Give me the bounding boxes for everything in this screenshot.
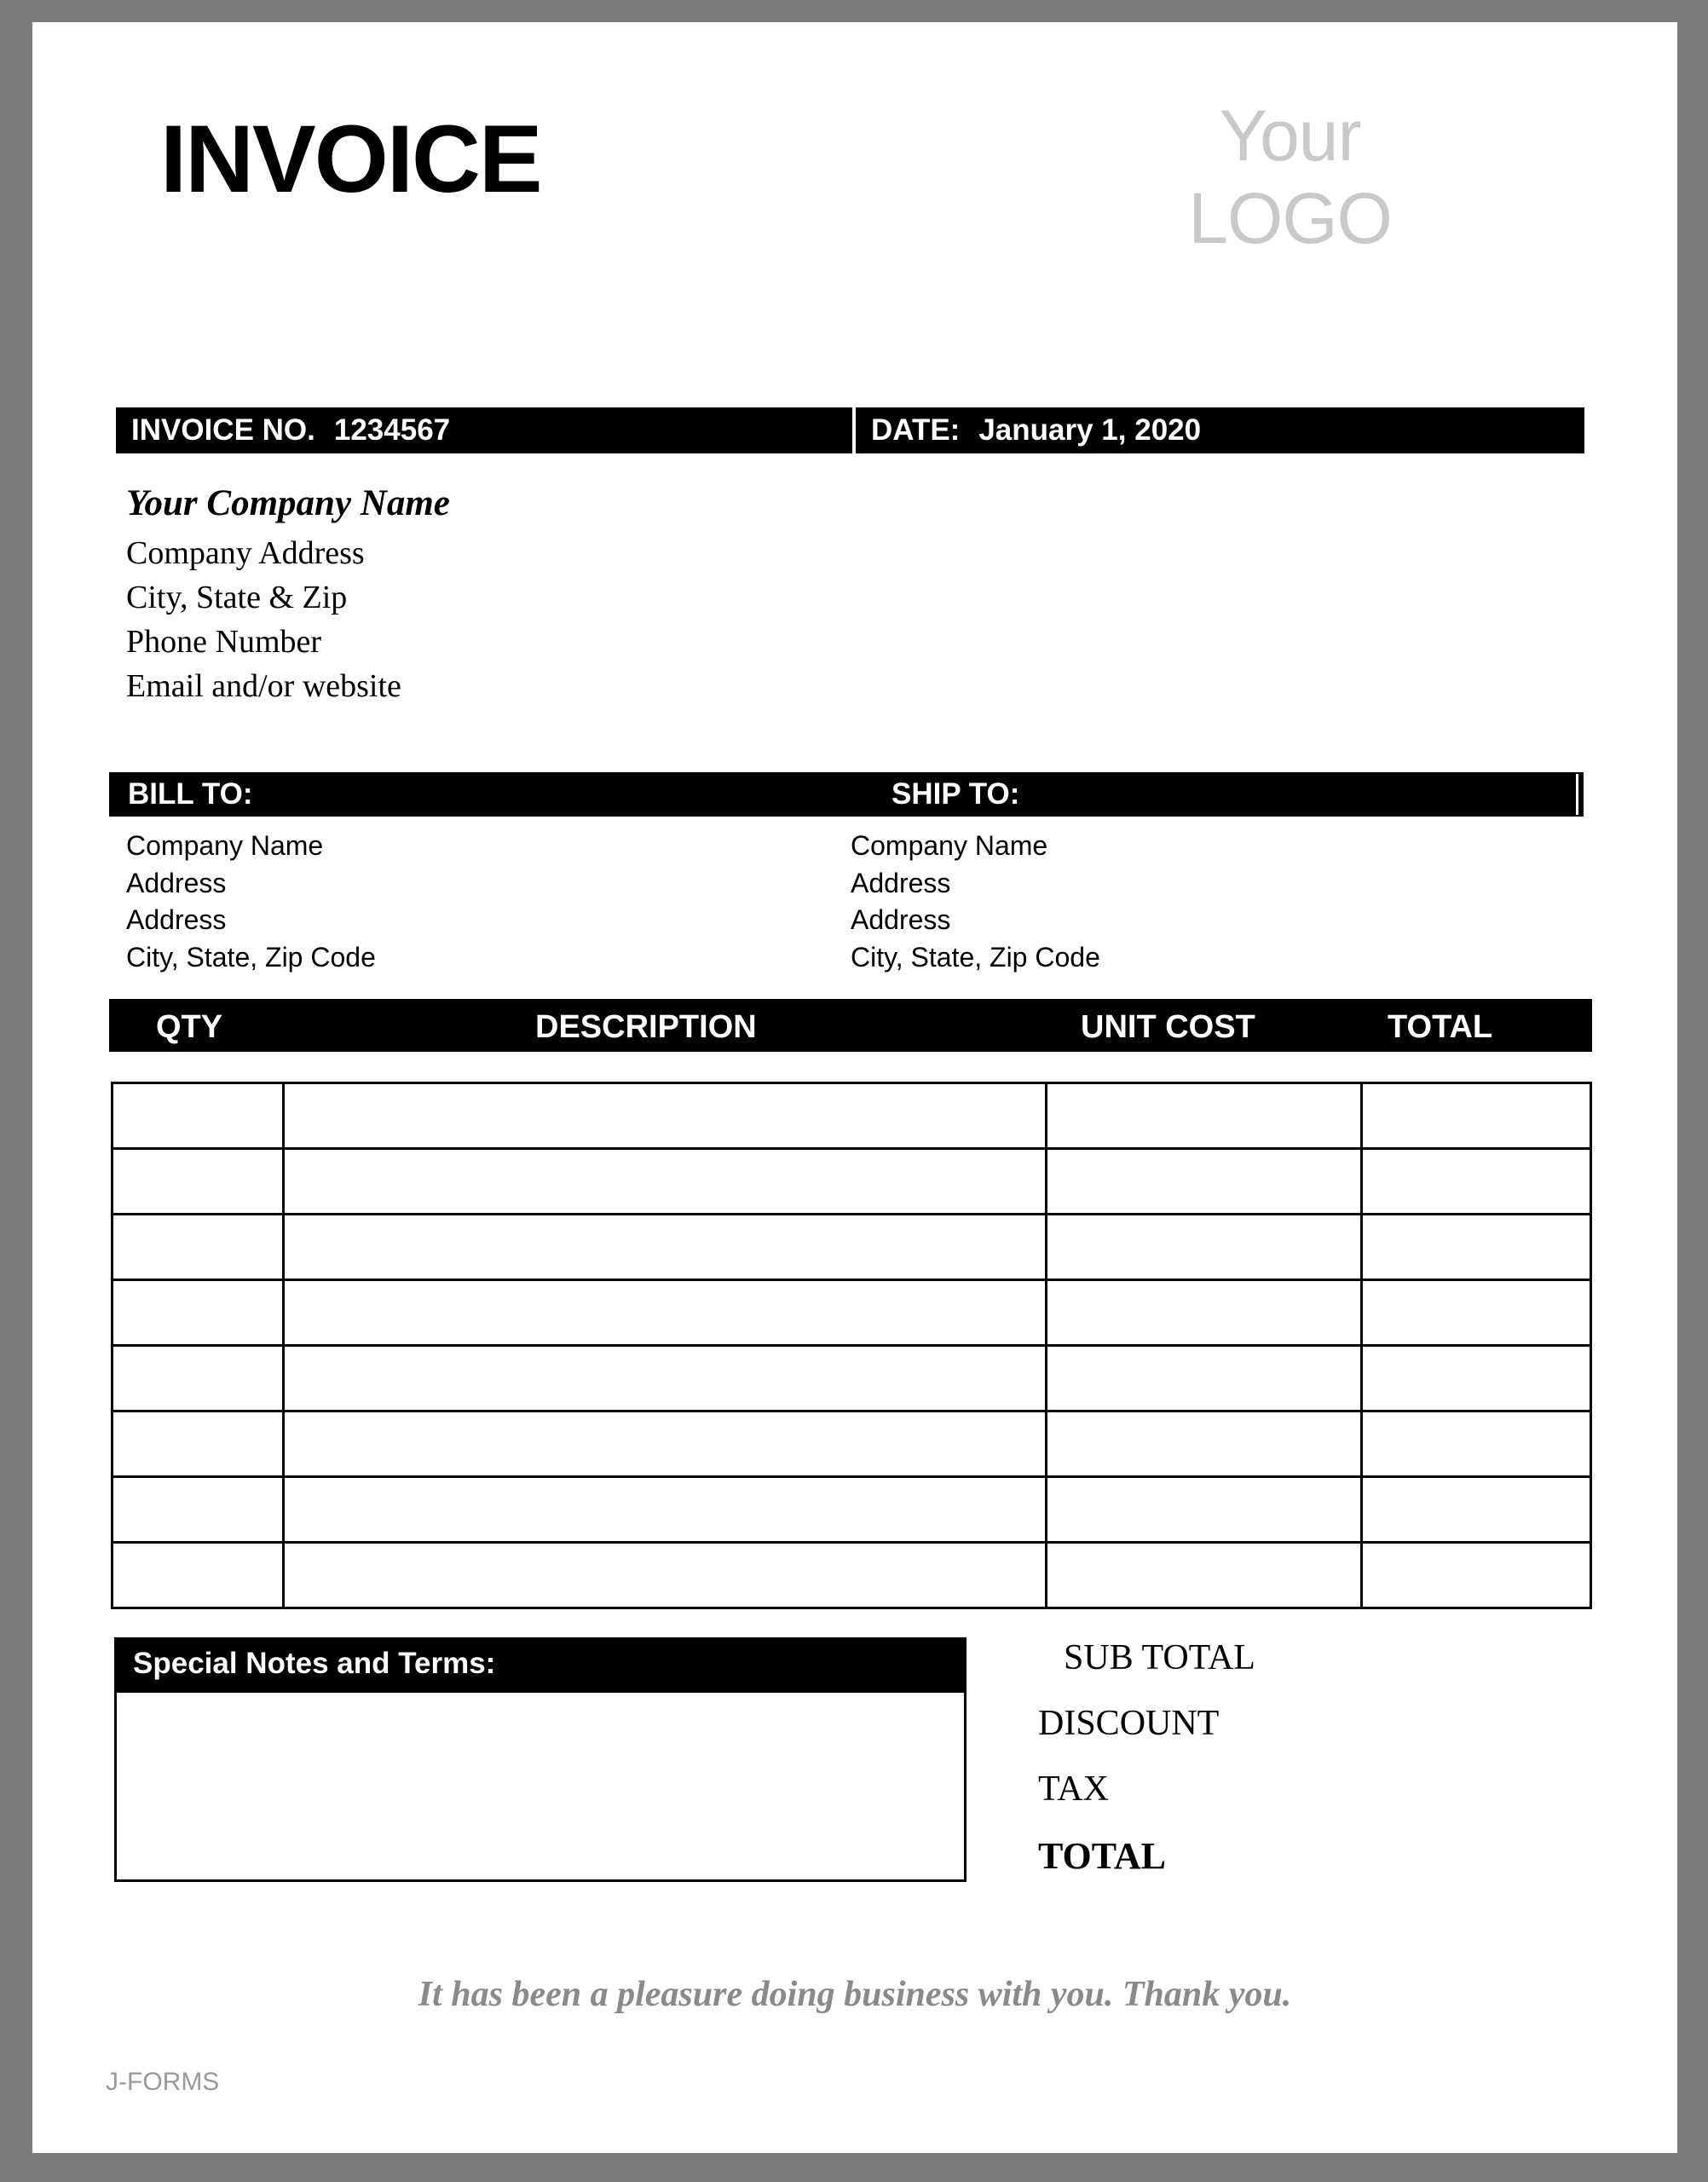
ship-to-line[interactable]: City, State, Zip Code xyxy=(851,941,1100,973)
cell-qty[interactable] xyxy=(113,1411,284,1477)
sub-total-label: SUB TOTAL xyxy=(1064,1638,1255,1677)
cell-unit-cost[interactable] xyxy=(1047,1215,1362,1280)
items-table-header xyxy=(109,999,1592,1052)
bill-to-line[interactable]: Address xyxy=(126,867,227,898)
cell-description[interactable] xyxy=(284,1346,1047,1411)
form-brand: J-FORMS xyxy=(106,2068,220,2096)
cell-qty[interactable] xyxy=(113,1215,284,1280)
items-table-body xyxy=(113,1083,1591,1608)
logo-line-1: Your xyxy=(1219,95,1361,176)
cell-total[interactable] xyxy=(1362,1543,1591,1608)
bill-to-block xyxy=(126,828,851,976)
ship-to-block xyxy=(851,828,1575,976)
totals-block xyxy=(1038,1637,1584,1902)
ship-to-line[interactable]: Address xyxy=(851,867,951,898)
invoice-page xyxy=(32,22,1677,2153)
table-row[interactable] xyxy=(113,1477,1591,1543)
cell-total[interactable] xyxy=(1362,1346,1591,1411)
thank-you-message: It has been a pleasure doing business with you. Thank you. xyxy=(418,1975,1292,2014)
cell-description[interactable] xyxy=(284,1543,1047,1608)
column-header-qty: QTY xyxy=(156,1009,223,1045)
notes-heading: Special Notes and Terms: xyxy=(114,1637,967,1690)
company-address[interactable]: Company Address xyxy=(126,535,365,571)
invoice-date-cell xyxy=(856,407,1584,453)
total-label: TOTAL xyxy=(1038,1835,1166,1877)
bill-ship-header-bar xyxy=(109,772,1584,817)
column-header-total: TOTAL xyxy=(1388,1009,1493,1045)
cell-unit-cost[interactable] xyxy=(1047,1543,1362,1608)
company-city-state-zip[interactable]: City, State & Zip xyxy=(126,580,348,616)
table-row[interactable] xyxy=(113,1543,1591,1608)
cell-description[interactable] xyxy=(284,1083,1047,1149)
cell-unit-cost[interactable] xyxy=(1047,1411,1362,1477)
page-title: INVOICE xyxy=(160,106,541,212)
bar-end-tick xyxy=(1576,774,1578,815)
ship-to-line[interactable]: Address xyxy=(851,904,951,936)
cell-qty[interactable] xyxy=(113,1280,284,1346)
column-header-description: DESCRIPTION xyxy=(535,1009,757,1045)
invoice-number-label: INVOICE NO. xyxy=(131,413,315,447)
cell-description[interactable] xyxy=(284,1477,1047,1543)
invoice-number-cell xyxy=(116,407,856,453)
invoice-header xyxy=(160,95,1558,316)
cell-description[interactable] xyxy=(284,1280,1047,1346)
invoice-meta-bar xyxy=(116,407,1584,453)
logo-line-2: LOGO xyxy=(1188,177,1392,258)
cell-description[interactable] xyxy=(284,1149,1047,1215)
invoice-date-value[interactable]: January 1, 2020 xyxy=(978,413,1202,447)
bill-to-line[interactable]: City, State, Zip Code xyxy=(126,941,376,973)
table-row[interactable] xyxy=(113,1346,1591,1411)
cell-unit-cost[interactable] xyxy=(1047,1149,1362,1215)
bill-ship-address-columns xyxy=(126,828,1575,976)
cell-total[interactable] xyxy=(1362,1215,1591,1280)
cell-total[interactable] xyxy=(1362,1411,1591,1477)
bill-to-line[interactable]: Company Name xyxy=(126,830,324,861)
cell-total[interactable] xyxy=(1362,1149,1591,1215)
ship-to-heading: SHIP TO: xyxy=(892,777,1020,811)
cell-unit-cost[interactable] xyxy=(1047,1477,1362,1543)
cell-unit-cost[interactable] xyxy=(1047,1346,1362,1411)
table-row[interactable] xyxy=(113,1215,1591,1280)
company-email[interactable]: Email and/or website xyxy=(126,668,401,705)
cell-total[interactable] xyxy=(1362,1280,1591,1346)
cell-qty[interactable] xyxy=(113,1083,284,1149)
cell-qty[interactable] xyxy=(113,1477,284,1543)
discount-label: DISCOUNT xyxy=(1038,1704,1220,1743)
cell-total[interactable] xyxy=(1362,1083,1591,1149)
tax-label: TAX xyxy=(1038,1769,1109,1809)
cell-description[interactable] xyxy=(284,1411,1047,1477)
table-row[interactable] xyxy=(113,1411,1591,1477)
company-name[interactable]: Your Company Name xyxy=(126,483,450,523)
invoice-content xyxy=(32,22,1677,2153)
table-row[interactable] xyxy=(113,1149,1591,1215)
company-phone[interactable]: Phone Number xyxy=(126,624,322,661)
logo-placeholder xyxy=(1188,95,1392,259)
company-block xyxy=(126,482,893,708)
ship-to-line[interactable]: Company Name xyxy=(851,830,1048,861)
invoice-number-value[interactable]: 1234567 xyxy=(333,413,451,447)
invoice-date-label: DATE: xyxy=(871,413,961,447)
notes-input[interactable] xyxy=(114,1690,967,1882)
cell-unit-cost[interactable] xyxy=(1047,1083,1362,1149)
column-header-unit-cost: UNIT COST xyxy=(1081,1009,1255,1045)
cell-qty[interactable] xyxy=(113,1543,284,1608)
cell-qty[interactable] xyxy=(113,1149,284,1215)
table-row[interactable] xyxy=(113,1083,1591,1149)
cell-description[interactable] xyxy=(284,1215,1047,1280)
table-row[interactable] xyxy=(113,1280,1591,1346)
bill-to-line[interactable]: Address xyxy=(126,904,227,936)
cell-unit-cost[interactable] xyxy=(1047,1280,1362,1346)
items-table xyxy=(111,1082,1592,1609)
cell-total[interactable] xyxy=(1362,1477,1591,1543)
cell-qty[interactable] xyxy=(113,1346,284,1411)
bill-to-heading: BILL TO: xyxy=(128,777,253,811)
